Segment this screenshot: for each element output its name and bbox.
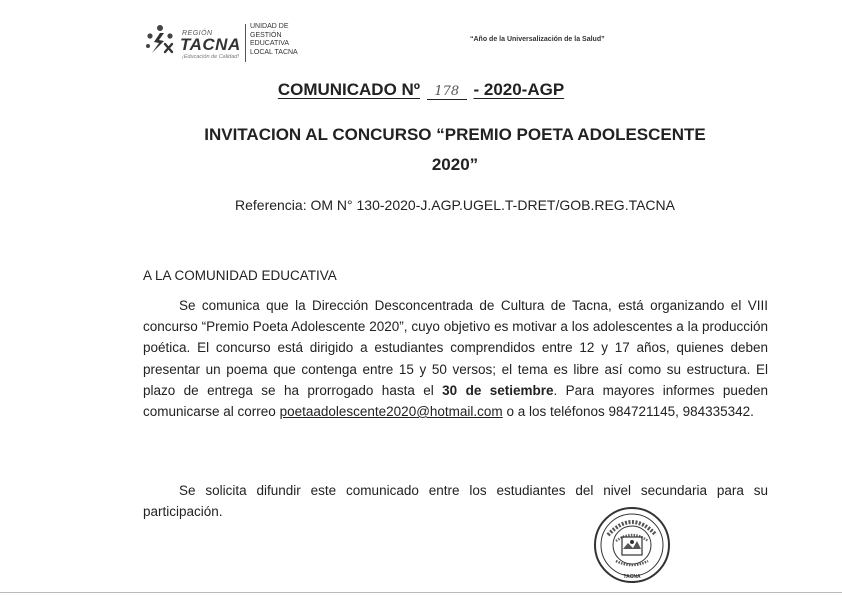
contact-email-link[interactable]: poetaadolescente2020@hotmail.com xyxy=(279,404,503,420)
logo-unit-line: LOCAL TACNA xyxy=(250,48,298,56)
logo-tacna-label: TACNA xyxy=(180,35,241,54)
document-subtitle xyxy=(150,120,760,180)
paragraph-text: o a los teléfonos 984721145, 984335342. xyxy=(506,404,754,420)
official-seal-stamp xyxy=(592,505,672,585)
logo-unit-line: EDUCATIVA xyxy=(250,40,290,48)
title-prefix: COMUNICADO Nº xyxy=(277,80,421,99)
logo-region-label: REGIÓN xyxy=(182,30,213,37)
ugel-tacna-logo xyxy=(142,22,312,64)
body-paragraph: Se solicita difundir este comunicado entre los estudiantes del nivel secundaria para su participación. xyxy=(143,483,768,520)
stamp-city-label: TACNA xyxy=(623,574,641,580)
body-paragraph xyxy=(143,295,768,422)
year-motto: “Año de la Universalización de la Salud” xyxy=(470,36,605,43)
logo-tagline: ¡Educación de Calidad! xyxy=(182,54,239,60)
logo-divider xyxy=(245,24,246,62)
reference-line: Referencia: OM N° 130-2020-J.AGP.UGEL.T-DRET/GOB.REG.TACNA xyxy=(235,197,675,213)
subtitle-line: 2020” xyxy=(431,155,479,174)
salutation: A LA COMUNIDAD EDUCATIVA xyxy=(143,268,337,283)
paragraph-text: Se comunica que la Dirección Desconcentrada de Cultura de Tacna, está organizando el VIII concurso “Premio Poeta Adolescente 2020”, cuyo objetivo es motivar a los adolescentes a la producción poética. El concurso está dirigido a estudiantes comprendidos entre 12 y 17 años, quienes deben presentar un poema que contenga entre 15 y 50 versos; el tema es libre así como su estructura. El plazo de entrega se ha prorrogado hasta el xyxy=(143,298,768,398)
logo-unit-line: UNIDAD DE xyxy=(250,23,289,30)
page-bottom-edge xyxy=(0,592,842,593)
logo-unit-line: GESTIÓN xyxy=(250,31,282,39)
document-title xyxy=(0,80,842,100)
deadline-date: 30 de setiembre xyxy=(442,382,554,398)
title-suffix: - 2020-AGP xyxy=(473,80,565,99)
logo-unit-name xyxy=(250,23,298,57)
subtitle-line: INVITACION AL CONCURSO “PREMIO POETA ADOLESCENTE xyxy=(204,125,706,144)
paragraph-text: . Para mayores informes pueden comunicarse al correo xyxy=(143,382,768,420)
tacna-region-logo-icon xyxy=(142,22,178,58)
handwritten-number: 178 xyxy=(427,84,467,100)
